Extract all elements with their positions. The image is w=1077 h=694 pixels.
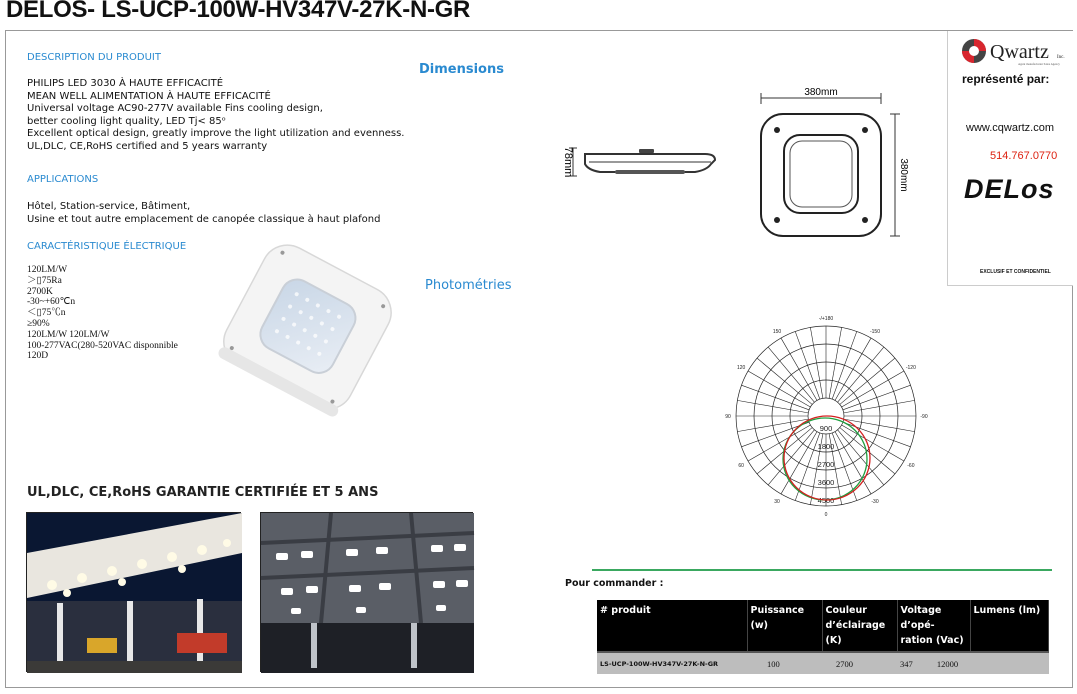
description-line: MEAN WELL ALIMENTATION À HAUTE EFFICACITÉ [27, 90, 271, 102]
polar-ring-label: 3600 [817, 478, 835, 487]
polar-spoke [795, 331, 820, 399]
polar-spoke [829, 327, 842, 398]
polar-spoke [843, 422, 911, 447]
polar-angle-label: 60 [738, 463, 744, 469]
side-view-body [585, 154, 715, 172]
electrical-line: 100-277VAC(280-520VAC disponnible [27, 340, 178, 351]
cell-product: LS-UCP-100W-HV347V-27K-N-GR [597, 652, 747, 674]
qwartz-logo-suffix: Inc. [1057, 55, 1065, 60]
polar-spoke [741, 385, 809, 410]
polar-angle-label: 120 [736, 365, 746, 371]
phone-number[interactable]: 514.767.0770 [990, 150, 1058, 162]
electrical-line: 120D [27, 351, 49, 362]
electrical-line: 2700K [27, 286, 53, 297]
polar-spoke [832, 331, 857, 399]
cell-voltage-value: 347 [900, 658, 913, 669]
cell-power: 100 [747, 652, 822, 674]
cell-voltage [897, 652, 970, 674]
electrical-line: -30~+60℃n [27, 297, 76, 308]
side-dimension-label: 78mm [562, 146, 574, 178]
polar-angle-label: 90 [725, 414, 731, 420]
polar-spoke [844, 400, 915, 413]
header-color: Couleur d’éclairage (K) [822, 600, 897, 652]
electrical-line: ≥90% [27, 318, 50, 329]
polar-angle-label: -150 [869, 329, 881, 336]
polar-spoke [737, 400, 808, 413]
cell-lumens-value: 12000 [936, 658, 959, 669]
represented-by-label: représenté par: [962, 72, 1050, 86]
table-row [597, 652, 1049, 674]
polar-spoke [843, 385, 911, 410]
installation-photo-night [26, 512, 241, 672]
header-voltage: Voltage d’opé-ration (Vac) [897, 600, 970, 652]
applications-text [27, 201, 380, 226]
representative-panel [947, 31, 1073, 286]
electrical-text [27, 265, 178, 362]
electrical-line: ＜▯75℃n [27, 308, 66, 319]
certification-heading: UL,DLC, CE,RoHS GARANTIE CERTIFIÉE ET 5 ANS [27, 485, 379, 500]
polar-ring-label: 2700 [817, 460, 835, 469]
installation-photo-canopy [260, 512, 473, 672]
applications-heading: APPLICATIONS [27, 174, 99, 185]
top-view-lens [784, 135, 858, 213]
delos-logo: DELos [964, 174, 1055, 204]
polar-spoke [832, 433, 857, 501]
description-line: Excellent optical design, greatly improve the light utilization and evenness. [27, 128, 405, 139]
description-line: Universal voltage AC90-277V available Fins cooling design, [27, 103, 323, 114]
exclusive-note: EXCLUSIF ET CONFIDENTIEL [980, 269, 1051, 275]
header-product: # produit [597, 600, 747, 652]
electrical-line: 120LM/W [27, 265, 68, 275]
polar-angle-label: -/+180 [818, 316, 834, 322]
electrical-line: 120LM/W 120LM/W [27, 329, 110, 340]
polar-angle-label: -30 [871, 498, 879, 505]
polar-angle-label: -120 [905, 365, 916, 371]
applications-line: Usine et tout autre emplacement de canopée classique à haut plafond [27, 213, 381, 225]
polar-angle-label: 150 [772, 329, 782, 336]
description-heading: DESCRIPTION DU PRODUIT [27, 52, 161, 63]
polar-angle-label: 30 [774, 498, 780, 505]
qwartz-logo-tagline: Agent manufacturier Sales Agency [1018, 62, 1060, 66]
description-line: PHILIPS LED 3030 À HAUTE EFFICACITÉ [27, 78, 224, 89]
cell-lumens [970, 652, 1049, 674]
height-dimension-label: 380mm [898, 158, 909, 192]
order-table [597, 600, 1049, 674]
side-view-mount [639, 149, 654, 153]
qwartz-logo-text: Qwartz [990, 41, 1049, 63]
polar-angle-label: -60 [907, 463, 915, 469]
website-link[interactable]: www.cqwartz.com [966, 122, 1055, 134]
page-title: DELOS- LS-UCP-100W-HV347V-27K-N-GR [6, 0, 471, 23]
header-power: Puissance (w) [747, 600, 822, 652]
dimensions-drawing [555, 82, 925, 242]
photometry-polar-chart [722, 316, 932, 522]
description-line: UL,DLC, CE,RoHS certified and 5 years warranty [27, 140, 268, 152]
description-line: better cooling light quality, LED Tj< 85ᵒ [27, 115, 226, 127]
polar-angle-label: 0 [824, 512, 828, 518]
applications-line: Hôtel, Station-service, Bâtiment, [27, 201, 191, 212]
polar-spoke [810, 327, 823, 398]
description-text [27, 78, 404, 153]
dimensions-heading: Dimensions [419, 62, 504, 77]
header-lumens: Lumens (lm) [970, 600, 1049, 652]
order-label: Pour commander : [565, 578, 664, 589]
polar-ring-label: 1800 [817, 442, 835, 451]
section-divider [592, 569, 1052, 571]
electrical-heading: CARACTÉRISTIQUE ÉLECTRIQUE [27, 241, 187, 252]
product-image [212, 243, 397, 418]
polar-ring-label: 4500 [817, 496, 835, 505]
order-table-header [597, 600, 1049, 652]
photometry-heading: Photométries [425, 278, 512, 293]
electrical-line: ＞▯75Ra [27, 275, 62, 286]
polar-ring-label: 900 [819, 424, 833, 433]
qwartz-logo [960, 37, 1070, 67]
polar-angle-label: -90 [920, 414, 928, 420]
width-dimension-label: 380mm [804, 87, 838, 98]
polar-spoke [737, 419, 808, 432]
cell-color: 2700 [822, 652, 897, 674]
